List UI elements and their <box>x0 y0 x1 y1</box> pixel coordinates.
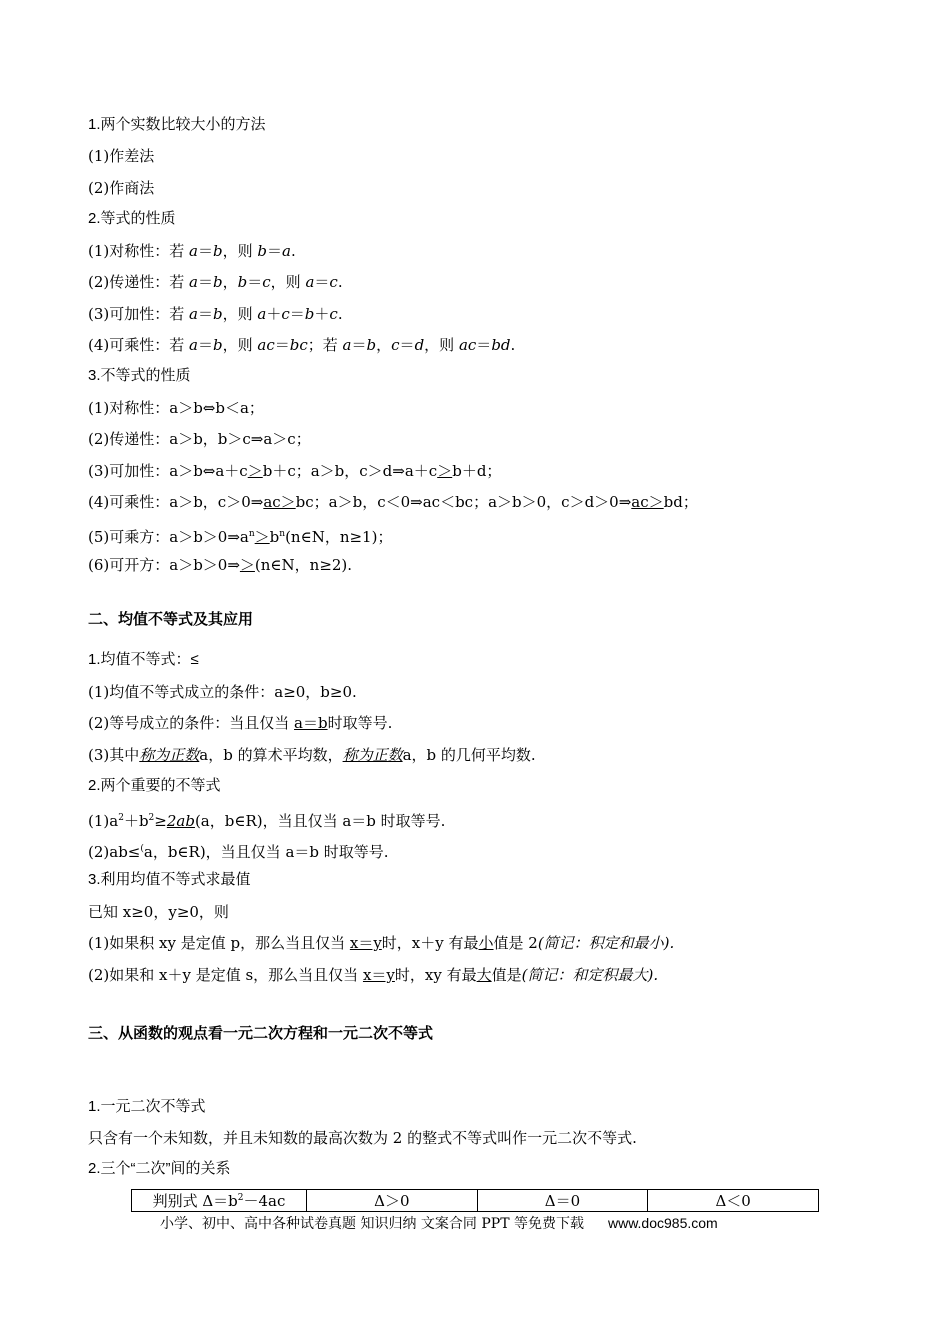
inequality-multiplicativity: (4)可乘性：a＞b，c＞0⇒ac＞bc；a＞b，c＜0⇒ac＜bc；a＞b＞0，c＞d＞0⇒ac＞bd； <box>88 493 698 511</box>
equality-multiplicativity: (4)可乘性：若 a＝b，则 ac＝bc；若 a＝b，c＝d，则 ac＝bd. <box>88 336 516 354</box>
footer-text: 小学、初中、高中各种试卷真题 知识归纳 文案合同 PPT 等免费下载 <box>160 1216 584 1232</box>
inequality-root: (6)可开方：a＞b＞0⇒＞(n∈N，n≥2). <box>88 556 353 574</box>
table-header-positive: Δ＞0 <box>307 1190 478 1212</box>
section-title-mean-inequality: 二、均值不等式及其应用 <box>88 610 254 628</box>
heading-quadratic-inequality: 1.一元二次不等式 <box>88 1098 206 1115</box>
discriminant-table <box>131 1189 819 1212</box>
heading-equality-properties: 2.等式的性质 <box>88 210 176 227</box>
table-row <box>132 1190 819 1212</box>
table-header-negative: Δ＜0 <box>648 1190 819 1212</box>
product-fixed-rule: (1)如果积 xy 是定值 p，那么当且仅当 x＝y时，x＋y 有最小值是 2(简记：积定和最小). <box>88 934 675 952</box>
heading-compare-methods: 1.两个实数比较大小的方法 <box>88 116 266 133</box>
inequality-additivity: (3)可加性：a＞b⇔a＋c＞b＋c；a＞b，c＞d⇒a＋c＞b＋d； <box>88 462 502 480</box>
inequality-power: (5)可乘方：$a>b>0\Rightarrow a^n>b^n(n\in N$，n≥1)； <box>88 528 393 546</box>
inequality-product: (2)ab≤(a，b∈R)，当且仅当 a＝b 时取等号. <box>88 843 389 861</box>
mean-definitions: (3)其中称为正数a，b 的算术平均数，称为正数a，b 的几何平均数. <box>88 746 536 764</box>
table-header-discriminant: 判别式 $\Delta=b^2-4ac$ <box>132 1190 307 1212</box>
equality-transitivity: (2)传递性：若 a＝b，b＝c，则 a＝c. <box>88 273 343 291</box>
method-difference: (1)作差法 <box>88 147 155 165</box>
heading-mean-inequality: 1.均值不等式：≤ <box>88 651 199 668</box>
equality-condition: (2)等号成立的条件：当且仅当 a＝b时取等号. <box>88 714 393 732</box>
heading-extreme-values: 3.利用均值不等式求最值 <box>88 871 251 888</box>
table-header-zero: Δ＝0 <box>477 1190 648 1212</box>
inequality-squares: $(1)a^2+b^2\ge 2ab(a$，b∈R)，当且仅当 a＝b 时取等号. <box>88 812 446 830</box>
given-condition: 已知 x≥0，y≥0，则 <box>88 903 229 921</box>
footer-url[interactable]: www.doc985.com <box>607 1215 718 1231</box>
heading-two-important-inequalities: 2.两个重要的不等式 <box>88 777 221 794</box>
page-footer <box>160 1213 718 1233</box>
heading-inequality-properties: 3.不等式的性质 <box>88 367 191 384</box>
inequality-transitivity: (2)传递性：a＞b，b＞c⇒a＞c； <box>88 430 311 448</box>
mean-condition: (1)均值不等式成立的条件：a≥0，b≥0. <box>88 683 357 701</box>
equality-symmetry: (1)对称性：若 a＝b，则 b＝a. <box>88 242 296 260</box>
method-quotient: (2)作商法 <box>88 179 155 197</box>
equality-additivity: (3)可加性：若 a＝b，则 a＋c＝b＋c. <box>88 305 343 323</box>
section-title-quadratic: 三、从函数的观点看一元二次方程和一元二次不等式 <box>88 1024 434 1042</box>
heading-three-quadratics: 2.三个“二次”间的关系 <box>88 1160 231 1177</box>
inequality-symmetry: (1)对称性：a＞b⇔b＜a； <box>88 399 264 417</box>
sum-fixed-rule: (2)如果和 x＋y 是定值 s，那么当且仅当 x＝y时，xy 有最大值是(简记：和定积最大). <box>88 966 659 984</box>
quadratic-definition: 只含有一个未知数，并且未知数的最高次数为 2 的整式不等式叫作一元二次不等式. <box>88 1129 637 1147</box>
